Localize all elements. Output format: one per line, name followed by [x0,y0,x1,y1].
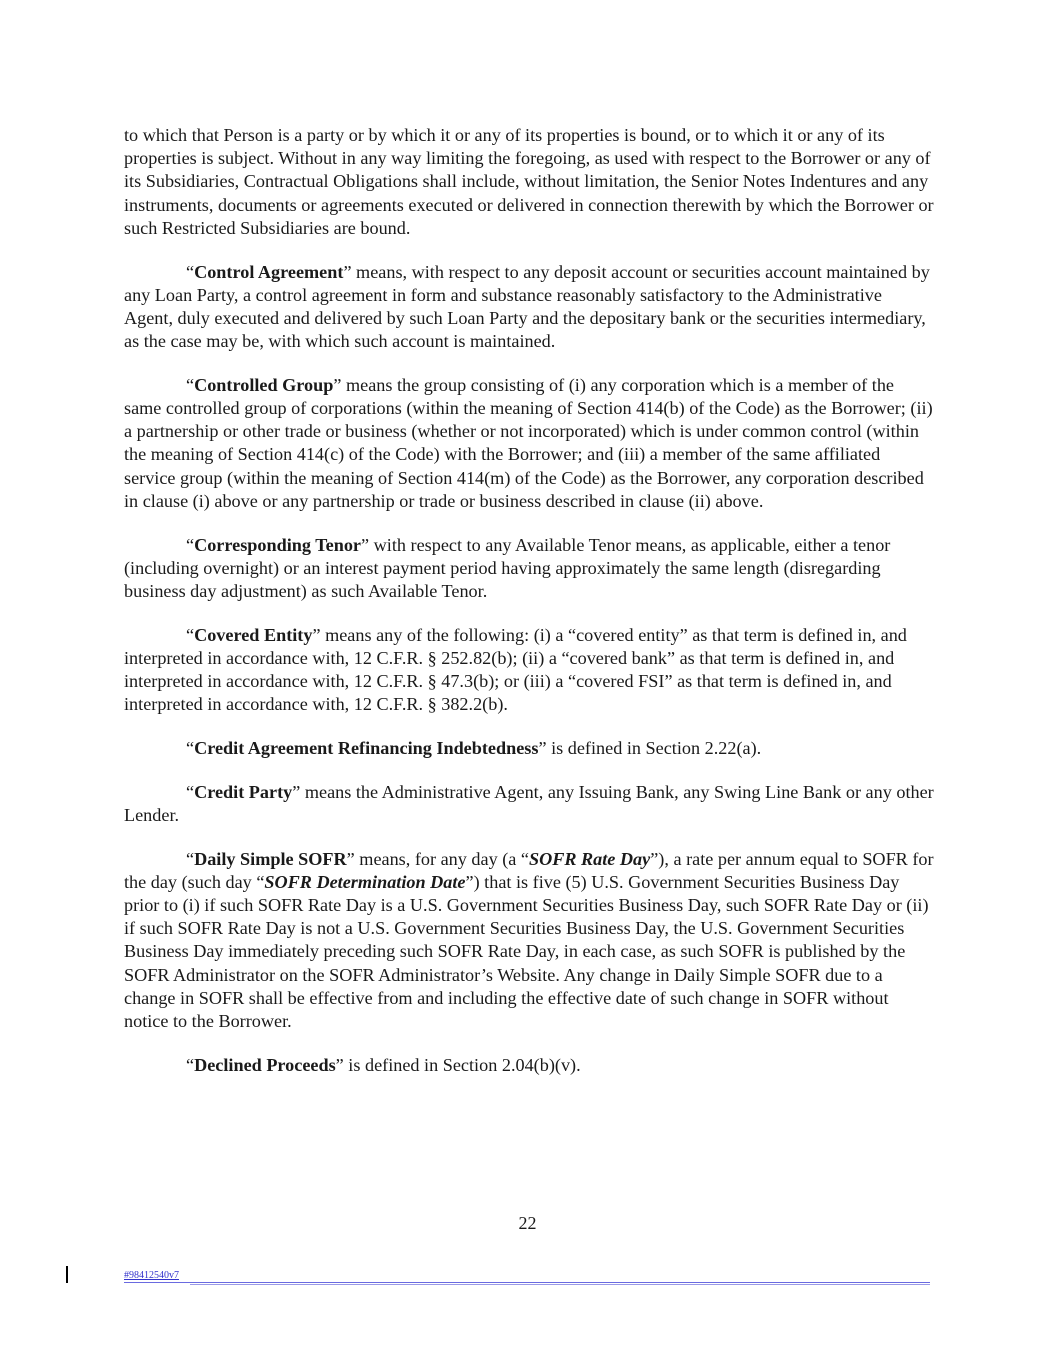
definition-paragraph [124,1054,934,1077]
defined-term: Declined Proceeds [194,1054,336,1075]
paragraph-text: ” means the Administrative Agent, any Issuing Bank, any Swing Line Bank or any other Lender. [124,781,934,825]
definition-paragraph [124,124,934,240]
defined-term: Credit Agreement Refinancing Indebtedness [194,737,539,758]
definition-paragraph [124,737,934,760]
footer-rule-secondary [190,1284,930,1285]
document-id-link[interactable]: #98412540v7 [124,1270,179,1281]
definition-paragraph [124,624,934,717]
paragraph-text: “ [186,848,195,869]
paragraph-text: ” means any of the following: (i) a “covered entity” as that term is defined in, and interpreted in accordance with, 12 C.F.R. § 252.82(b); (ii) a “covered bank” as that term is defined in, and interpreted in accordance with, 12 C.F.R. § 47.3(b); or (iii) a “covered FSI” as that term is defined in, and interpreted in accordance with, 12 C.F.R. § 382.2(b). [124,624,907,715]
definition-paragraph [124,848,934,1034]
paragraph-text: “ [186,534,195,555]
paragraph-text: ” with respect to any Available Tenor means, as applicable, either a tenor (including overnight) or an interest payment period having approximately the same length (disregarding business day adjustment) as such Available Tenor. [124,534,891,601]
paragraph-text: “ [186,1054,195,1075]
definition-paragraph [124,534,934,604]
defined-term: Corresponding Tenor [194,534,362,555]
definition-paragraph [124,374,934,513]
paragraph-text: ” means, for any day (a “ [346,848,529,869]
paragraph-text: “ [186,374,195,395]
footer-rule [124,1282,930,1283]
paragraph-text: ” means, with respect to any deposit account or securities account maintained by any Loan Party, a control agreement in form and substance reasonably satisfactory to the Administrative Agent, duly executed and delivered by such Loan Party and the depositary bank or the securities intermediary, as the case may be, with which such account is maintained. [124,261,930,352]
defined-term-inline: SOFR Rate Day [528,848,651,869]
definition-paragraph [124,781,934,827]
paragraph-text: “ [186,737,195,758]
defined-term-inline: SOFR Determination Date [264,871,466,892]
document-body [124,124,934,1097]
paragraph-text: ” is defined in Section 2.04(b)(v). [335,1054,581,1075]
paragraph-text: ” means the group consisting of (i) any corporation which is a member of the same controlled group of corporations (within the meaning of Section 414(b) of the Code) as the Borrower; (ii) a partnership or other trade or business (whether or not incorporated) which is under common control (within the meaning of Section 414(c) of the Code) with the Borrower; and (iii) a member of the same affiliated service group (within the meaning of Section 414(m) of the Code) as the Borrower, any corporation described in clause (i) above or any partnership or trade or business described in clause (ii) above. [124,374,933,511]
revision-change-bar [66,1266,68,1283]
defined-term: Credit Party [194,781,293,802]
paragraph-text: ”) that is five (5) U.S. Government Securities Business Day prior to (i) if such SOFR Rate Day is a U.S. Government Securities Business Day, such SOFR Rate Day or (ii) if such SOFR Rate Day is not a U.S. Government Securities Business Day, the U.S. Government Securities Business Day immediately preceding such SOFR Rate Day, in each case, as such SOFR is published by the SOFR Administrator on the SOFR Administrator’s Website. Any change in Daily Simple SOFR due to a change in SOFR shall be effective from and including the effective date of such change in SOFR without notice to the Borrower. [124,871,929,1031]
defined-term: Covered Entity [194,624,313,645]
paragraph-text: ” is defined in Section 2.22(a). [538,737,762,758]
defined-term: Control Agreement [194,261,344,282]
paragraph-text: “ [186,781,195,802]
paragraph-text: “ [186,261,195,282]
paragraph-text: to which that Person is a party or by which it or any of its properties is bound, or to which it or any of its properties is subject. Without in any way limiting the foregoing, as used with respect to the Borrower or any of its Subsidiaries, Contractual Obligations shall include, without limitation, the Senior Notes Indentures and any instruments, documents or agreements executed or delivered in connection therewith by which the Borrower or such Restricted Subsidiaries are bound. [124,125,934,238]
defined-term: Controlled Group [194,374,334,395]
defined-term: Daily Simple SOFR [194,848,347,869]
paragraph-text: “ [186,624,195,645]
page-number: 22 [518,1213,537,1233]
definition-paragraph [124,261,934,354]
paragraph-text: ”), a rate per annum equal to SOFR for the day (such day “ [124,848,934,892]
